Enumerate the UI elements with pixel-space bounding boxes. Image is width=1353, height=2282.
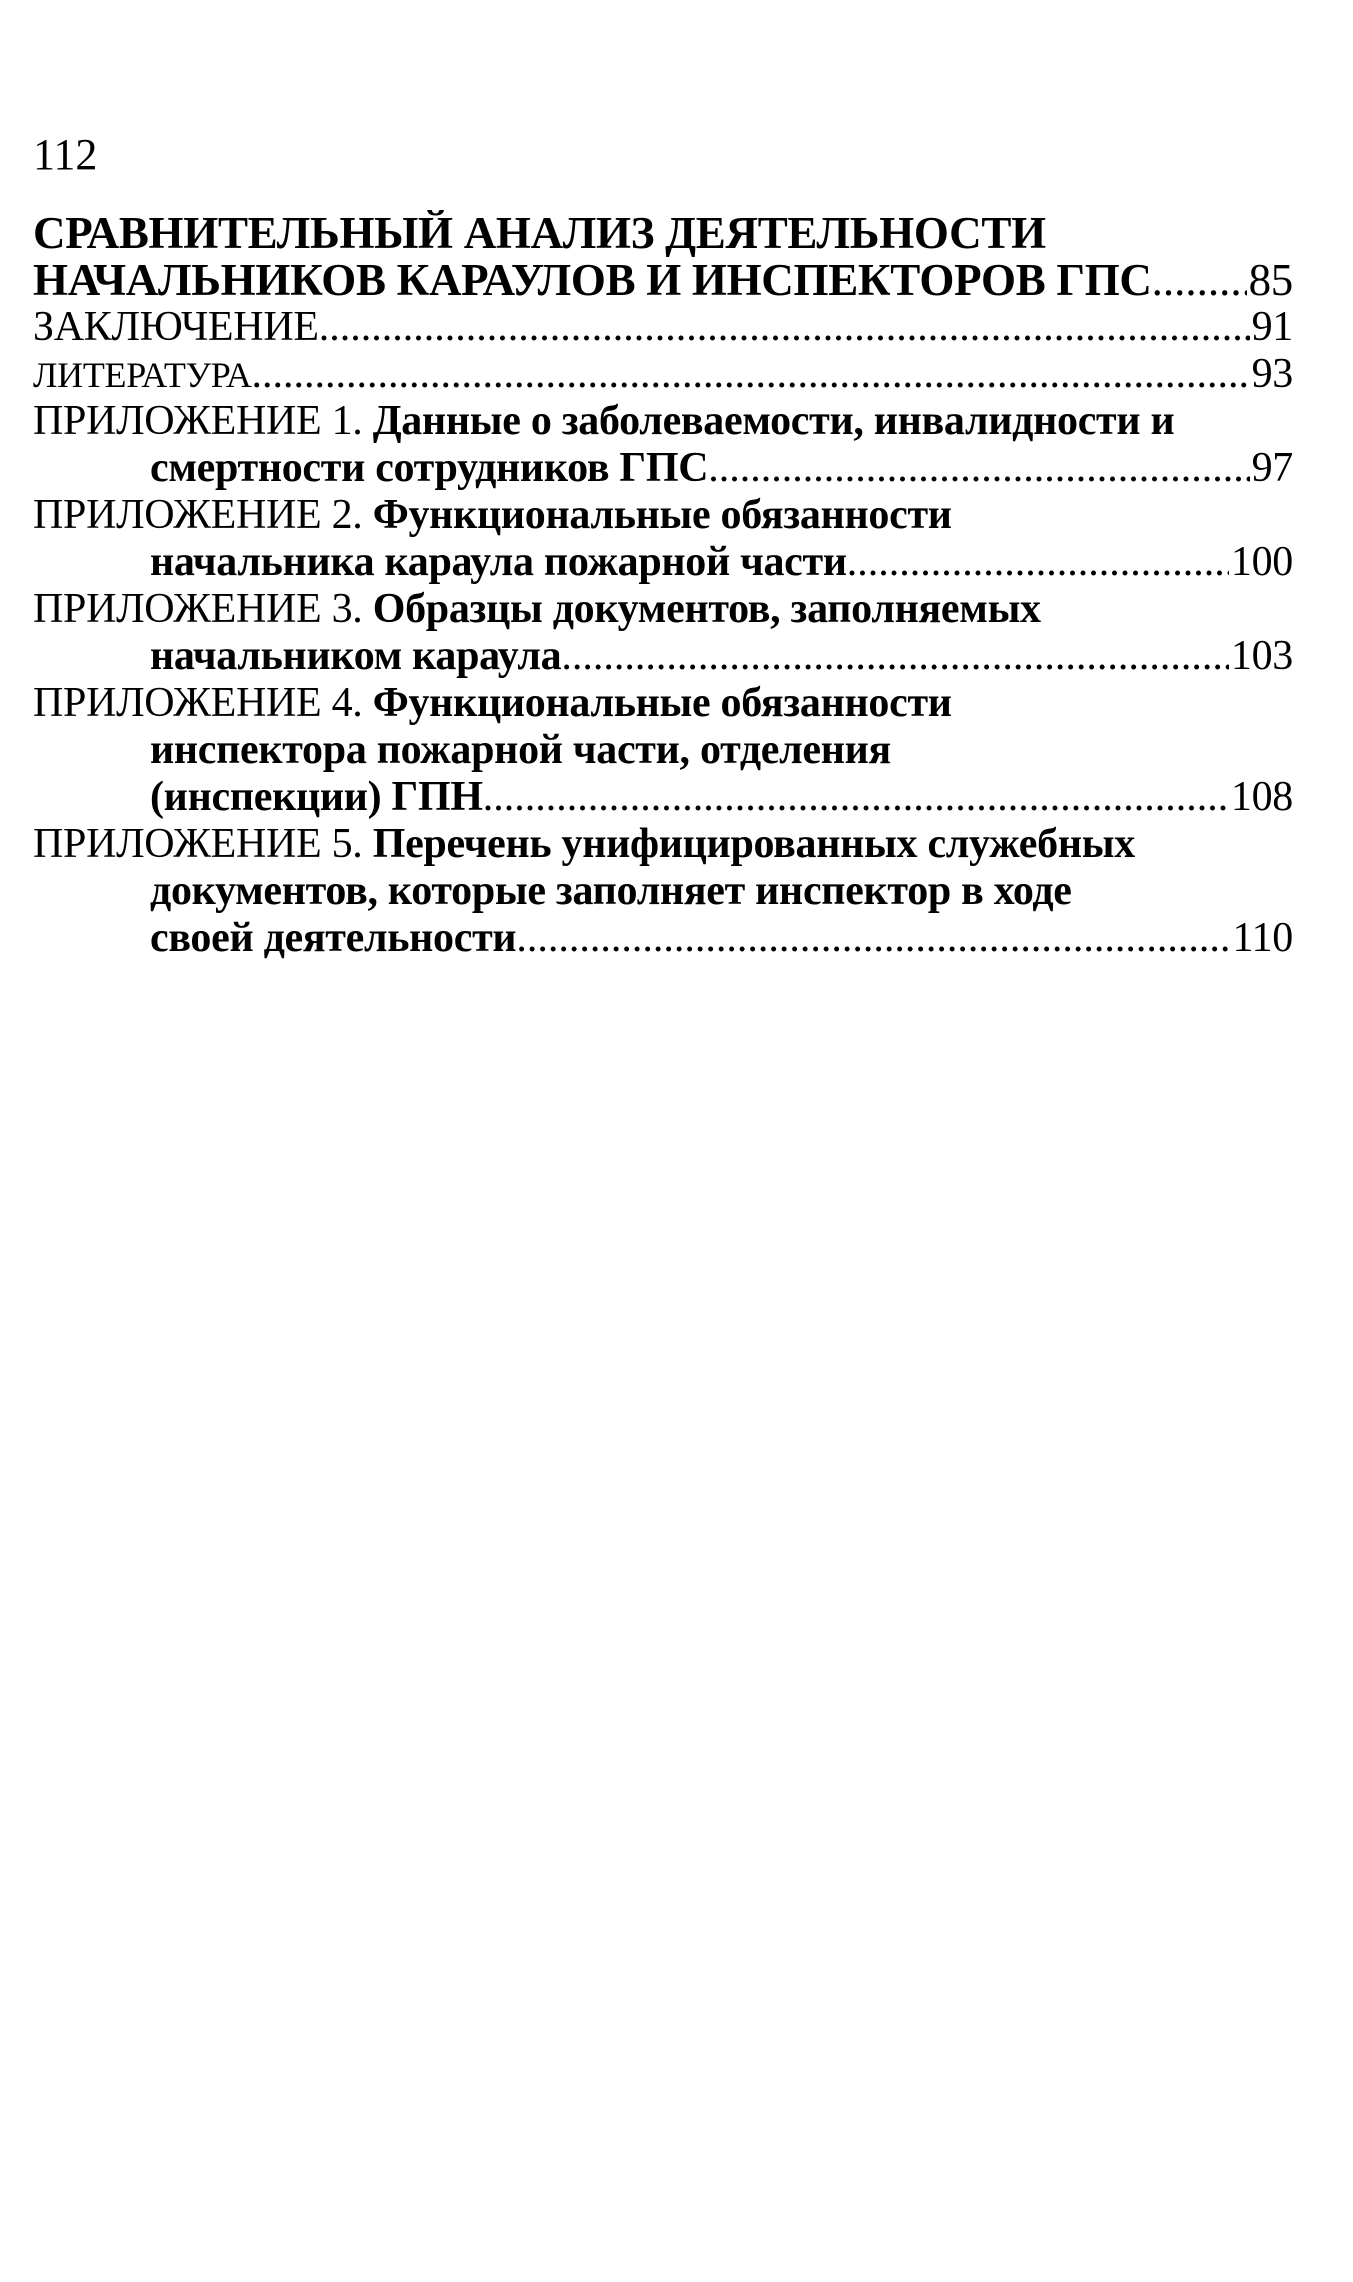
toc-page-number: 93 <box>1251 351 1293 397</box>
dot-leader <box>516 915 1230 962</box>
page-number: 112 <box>33 130 98 179</box>
toc-entry-title: начальника караула пожарной части <box>150 539 847 585</box>
toc-entry-appendix-1 <box>33 398 1293 492</box>
toc-page-number: 85 <box>1248 257 1293 304</box>
toc-entry-title: Функциональные обязанности <box>372 492 952 538</box>
toc-entry-title: СРАВНИТЕЛЬНЫЙ АНАЛИЗ ДЕЯТЕЛЬНОСТИ <box>33 210 1046 257</box>
toc-entry-title: смертности сотрудников ГПС <box>150 445 709 491</box>
toc-entry-appendix-2 <box>33 492 1293 586</box>
toc-entry-appendix-4 <box>33 680 1293 821</box>
toc-entry-literature <box>33 351 1293 398</box>
toc-page-number: 91 <box>1251 304 1293 350</box>
toc-page-number: 97 <box>1251 445 1293 491</box>
toc-entry-title: начальником караула <box>150 633 562 679</box>
dot-leader <box>708 445 1249 492</box>
toc-entry-appendix-5 <box>33 821 1293 962</box>
toc-entry-title: инспектора пожарной части, отделения <box>150 727 891 773</box>
dot-leader <box>1152 257 1247 304</box>
appendix-prefix: ПРИЛОЖЕНИЕ 1. <box>33 398 363 444</box>
dot-leader <box>252 351 1250 398</box>
toc-page-number: 103 <box>1230 633 1293 679</box>
toc-entry-title: Образцы документов, заполняемых <box>372 586 1041 632</box>
toc-entry-title: ЗАКЛЮЧЕНИЕ <box>33 304 319 350</box>
appendix-prefix: ПРИЛОЖЕНИЕ 5. <box>33 821 363 867</box>
toc-entry-title: НАЧАЛЬНИКОВ КАРАУЛОВ И ИНСПЕКТОРОВ ГПС <box>33 257 1152 304</box>
toc-page-number: 108 <box>1230 774 1293 820</box>
dot-leader <box>319 304 1250 351</box>
toc-entry-conclusion <box>33 304 1293 351</box>
appendix-prefix: ПРИЛОЖЕНИЕ 4. <box>33 680 363 726</box>
toc-entry-title: Перечень унифицированных служебных <box>372 821 1135 867</box>
toc-entry-comparative-analysis <box>33 210 1293 304</box>
appendix-prefix: ПРИЛОЖЕНИЕ 3. <box>33 586 363 632</box>
toc-page-number: 110 <box>1232 915 1293 961</box>
dot-leader <box>483 774 1229 821</box>
appendix-prefix: ПРИЛОЖЕНИЕ 2. <box>33 492 363 538</box>
dot-leader <box>847 539 1229 586</box>
toc-entry-appendix-3 <box>33 586 1293 680</box>
toc-entry-title: Функциональные обязанности <box>372 680 952 726</box>
table-of-contents <box>33 210 1293 962</box>
toc-entry-title: своей деятельности <box>150 915 517 961</box>
dot-leader <box>561 633 1229 680</box>
toc-entry-title: ЛИТЕРАТУРА <box>33 355 252 395</box>
toc-page-number: 100 <box>1230 539 1293 585</box>
toc-entry-title: Данные о заболеваемости, инвалидности и <box>372 398 1175 444</box>
toc-entry-title: документов, которые заполняет инспектор в ходе <box>150 868 1072 914</box>
toc-entry-title: (инспекции) ГПН <box>150 774 483 820</box>
